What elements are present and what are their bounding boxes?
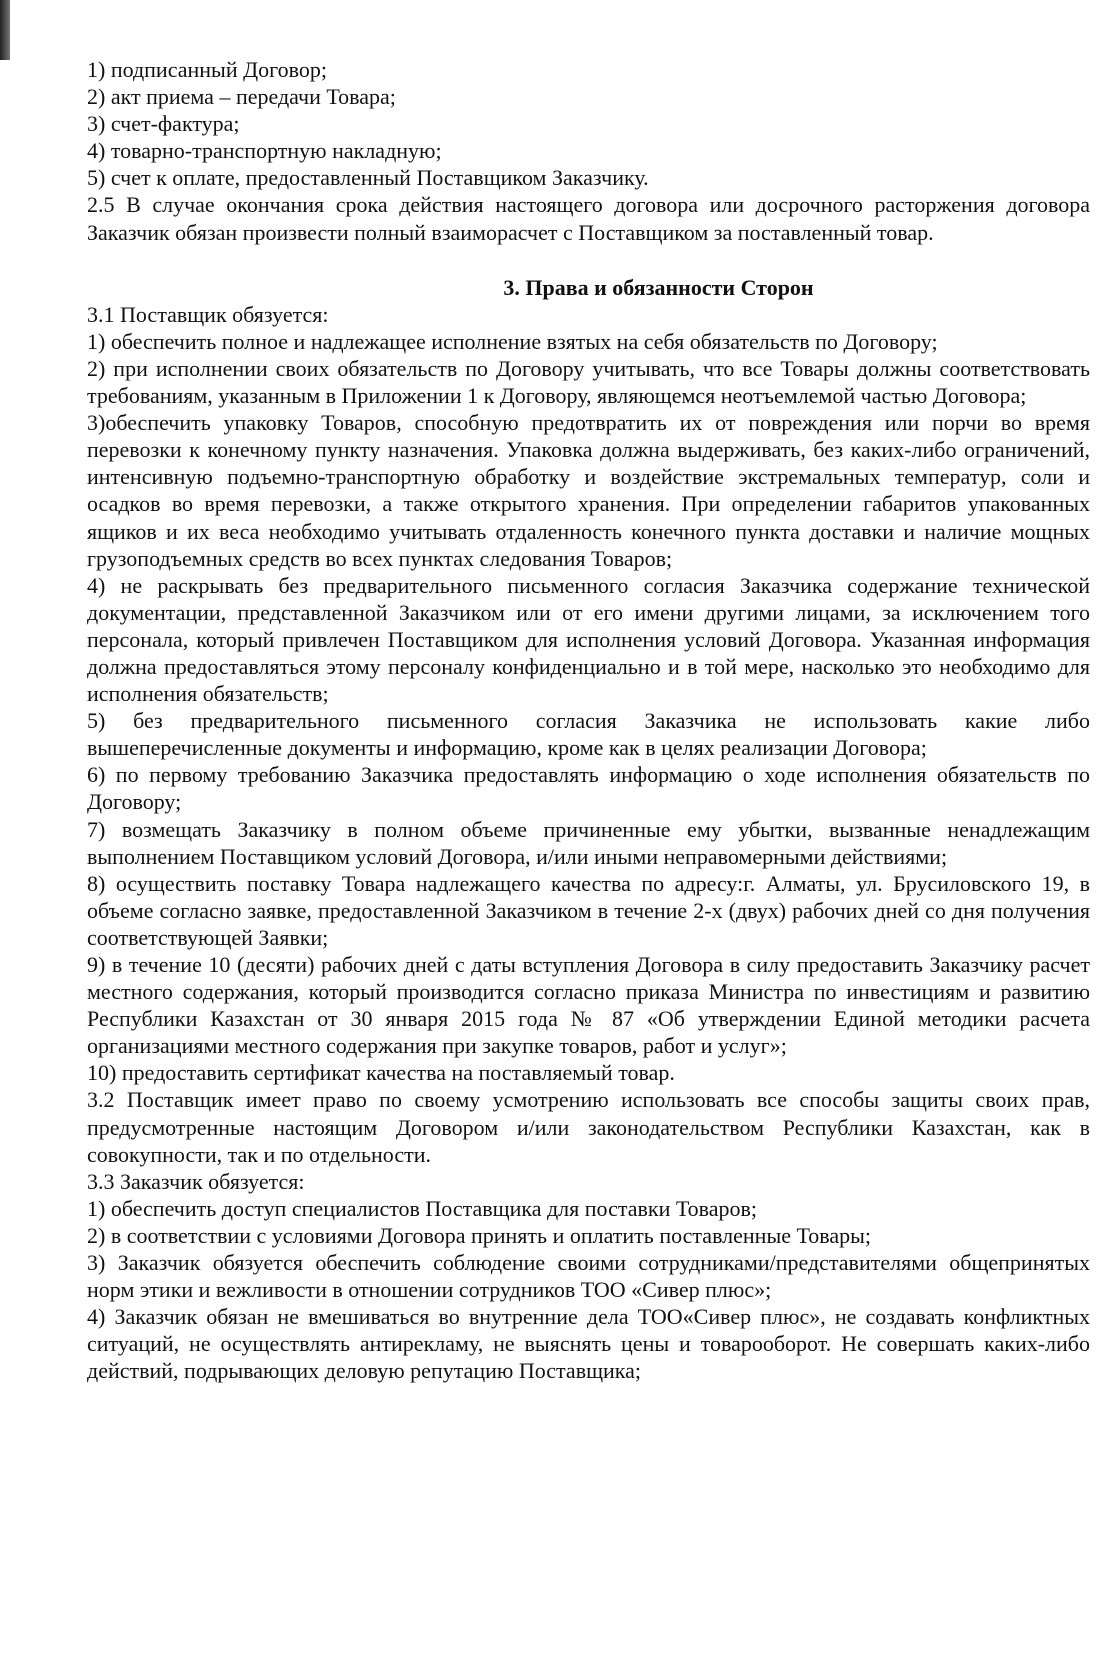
supplier-duty-7: 7) возмещать Заказчику в полном объеме причиненные ему убытки, вызванные ненадлежащим выполнением Поставщиком условий Договора, и/или иными неправомерными действиями; (87, 816, 1090, 869)
list-item: 3) счет-фактура; (87, 111, 240, 137)
list-item: 5) счет к оплате, предоставленный Поставщиком Заказчику. (87, 165, 649, 191)
list-item: 1) подписанный Договор; (87, 57, 327, 82)
clause-2-5: 2.5 В случае окончания срока действия настоящего договора или досрочного расторжения договора Заказчик обязан произвести полный взаиморасчет с Поставщиком за поставленный товар. (87, 192, 1090, 245)
supplier-duty-4: 4) не раскрывать без предварительного письменного согласия Заказчика содержание технической документации, представленной Заказчиком или от его имени другими лицами, за исключением того персонала, который привлечен Поставщиком для исполнения условий Договора. Указанная информация должна предоставляться этому персоналу конфиденциально и в той мере, насколько это необходимо для исполнения обязательств; (87, 572, 1090, 707)
supplier-duty-9: 9) в течение 10 (десяти) рабочих дней с даты вступления Договора в силу предоставить Заказчику расчет местного содержания, который производится согласно приказа Министра по инвестициям и развитию Республики Казахстан от 30 января 2015 года № 87 «Об утверждении Единой методики расчета организациями местного содержания при закупке товаров, работ и услуг»; (87, 952, 1090, 1059)
scan-edge-shadow (0, 0, 10, 60)
supplier-duty-5: 5) без предварительного письменного согласия Заказчика не использовать какие либо вышеперечисленные документы и информацию, кроме как в целях реализации Договора; (87, 708, 1090, 761)
supplier-duty-10: 10) предоставить сертификат качества на поставляемый товар. (87, 1060, 675, 1086)
supplier-duty-3: 3)обеспечить упаковку Товаров, способную предотвратить их от повреждения или порчи во время перевозки к конечному пункту назначения. Упаковка должна выдерживать, без каких-либо ограничений, интенсивную подъемно-транспортную обработку и воздействие экстремальных температур, соли и осадков во время перевозки, а также открытого хранения. При определении габаритов упакованных ящиков и их веса необходимо учитывать отдаленность конечного пункта доставки и наличие мощных грузоподъемных средств во всех пунктах следования Товаров; (87, 410, 1090, 571)
list-item: 2) акт приема – передачи Товара; (87, 84, 396, 110)
supplier-duty-6: 6) по первому требованию Заказчика предоставлять информацию о ходе исполнения обязательств по Договору; (87, 762, 1090, 815)
supplier-duty-8: 8) осуществить поставку Товара надлежащего качества по адресу:г. Алматы, ул. Брусиловского 19, в объеме согласно заявке, предоставленной Заказчиком в течение 2-х (двух) рабочих дней со дня получения соответствующей Заявки; (87, 870, 1090, 950)
customer-duty-3: 3) Заказчик обязуется обеспечить соблюдение своими сотрудниками/представителями общепринятых норм этики и вежливости в отношении сотрудников ТОО «Сивер плюс»; (87, 1250, 1090, 1303)
supplier-duty-2: 2) при исполнении своих обязательств по Договору учитывать, что все Товары должны соответствовать требованиям, указанным в Приложении 1 к Договору, являющемся неотъемлемой частью Договора; (87, 355, 1090, 409)
customer-duty-2: 2) в соответствии с условиями Договора принять и оплатить поставленные Товары; (87, 1222, 872, 1248)
supplier-duty-1: 1) обеспечить полное и надлежащее исполнение взятых на себя обязательств по Договору; (87, 328, 938, 354)
customer-duty-4: 4) Заказчик обязан не вмешиваться во внутренние дела ТОО«Сивер плюс», не создавать конфликтных ситуаций, не осуществлять антирекламу, не выяснять цены и товарооборот. Не совершать каких-либо действий, подрывающих деловую репутацию Поставщика; (87, 1304, 1090, 1384)
document-page (87, 56, 1090, 1385)
clause-3-2: 3.2 Поставщик имеет право по своему усмотрению использовать все способы защиты своих прав, предусмотренные настоящим Договором и/или законодательством Республики Казахстан, как в совокупности, так и по отдельности. (87, 1087, 1090, 1167)
customer-duty-1: 1) обеспечить доступ специалистов Поставщика для поставки Товаров; (87, 1195, 758, 1221)
clause-3-1: 3.1 Поставщик обязуется: (87, 301, 329, 327)
list-item: 4) товарно-транспортную накладную; (87, 138, 442, 164)
section-title: 3. Права и обязанности Сторон (503, 274, 814, 300)
clause-3-3: 3.3 Заказчик обязуется: (87, 1168, 305, 1194)
